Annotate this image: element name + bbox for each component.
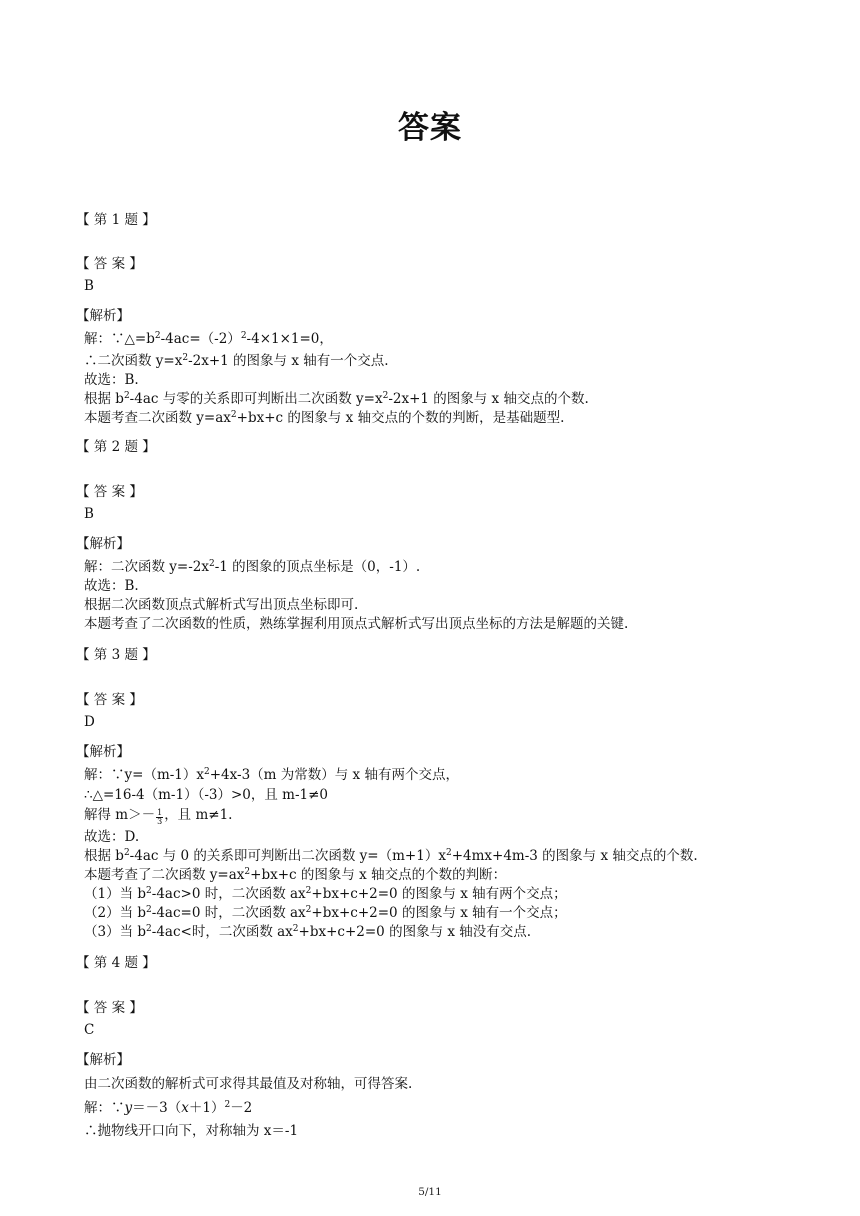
page-number: 5/11: [418, 1186, 442, 1198]
analysis-line: 故选：D.: [84, 829, 140, 845]
analysis-line: 本题考查二次函数 $y=ax^2+bx+c$ 的图象与 x 轴交点的个数的判断，是基础题型.: [84, 410, 565, 426]
analysis-line: 故选：B.: [84, 372, 139, 388]
analysis-line: （3）当 $b^2-4ac<$时，二次函数 $ax^2+bx+c+2=0$ 的图象与 x 轴没有交点.: [84, 924, 532, 940]
analysis-line: 解：$\because y=-3(x+1)^2-2$: [84, 1100, 253, 1116]
answer-label: 【 答 案 】: [76, 692, 143, 708]
analysis-line: ∴抛物线开口向下，对称轴为 x＝-1: [84, 1123, 299, 1139]
question-1-header: 【 第 1 题 】: [76, 212, 156, 228]
question-2-header: 【 第 2 题 】: [76, 439, 156, 455]
analysis-line: （1）当 $b^2-4ac>0$ 时，二次函数 $ax^2+bx+c+2=0$ 的图象与 x 轴有两个交点；: [84, 886, 567, 902]
fraction: $\frac{1}{3}$: [157, 808, 163, 826]
answer-label: 【 答 案 】: [76, 1000, 143, 1016]
analysis-line: 本题考查了二次函数的性质，熟练掌握利用顶点式解析式写出顶点坐标的方法是解题的关键.: [84, 616, 629, 632]
answer-value: C: [84, 1022, 95, 1038]
analysis-line: ∴△=16-4（m-1）（-3）>0，且 m-1≠0: [84, 787, 329, 803]
question-3-header: 【 第 3 题 】: [76, 647, 156, 663]
analysis-line: 根据 $b^2-4ac$ 与 0 的关系即可判断出二次函数 $y=(m+1)x^2+4mx+4m-3$ 的图象与 x 轴交点的个数.: [84, 848, 698, 864]
answer-label: 【 答 案 】: [76, 256, 143, 272]
analysis-line: 由二次函数的解析式可求得其最值及对称轴，可得答案.: [84, 1076, 413, 1092]
analysis-label: 【解析】: [76, 744, 130, 760]
answer-value: B: [84, 506, 94, 522]
analysis-line: 解得 m＞－ $\frac{1}{3}$ ，且 m≠1.: [84, 807, 233, 826]
analysis-line: 解：二次函数 $y=-2x^2-1$ 的图象的顶点坐标是（0，-1）.: [84, 559, 421, 575]
analysis-label: 【解析】: [76, 308, 130, 324]
analysis-line: 解：$\because\triangle=b^2-4ac=(-2)^2-4\times 1\times 1=0$，: [84, 331, 333, 347]
analysis-line: 解：$\because y=(m-1)x^2+4x-3(m$ 为常数）与 x 轴有两个交点，: [84, 767, 459, 783]
answer-label: 【 答 案 】: [76, 484, 143, 500]
analysis-line: 根据 $b^2-4ac$ 与零的关系即可判断出二次函数 $y=x^2-2x+1$ 的图象与 x 轴交点的个数.: [84, 391, 589, 407]
analysis-line: ∴二次函数 $y=x^2-2x+1$ 的图象与 x 轴有一个交点.: [84, 353, 389, 369]
question-4-header: 【 第 4 题 】: [76, 955, 156, 971]
analysis-line: （2）当 $b^2-4ac=0$ 时，二次函数 $ax^2+bx+c+2=0$ 的图象与 x 轴有一个交点；: [84, 905, 567, 921]
answer-value: D: [84, 714, 95, 730]
analysis-line: 本题考查了二次函数 $y=ax^2+bx+c$ 的图象与 x 轴交点的个数的判断：: [84, 867, 507, 883]
page-title: 答案: [398, 110, 462, 146]
analysis-line: 故选：B.: [84, 578, 139, 594]
answer-value: B: [84, 278, 94, 294]
analysis-label: 【解析】: [76, 536, 130, 552]
analysis-label: 【解析】: [76, 1052, 130, 1068]
analysis-line: 根据二次函数顶点式解析式写出顶点坐标即可.: [84, 597, 359, 613]
